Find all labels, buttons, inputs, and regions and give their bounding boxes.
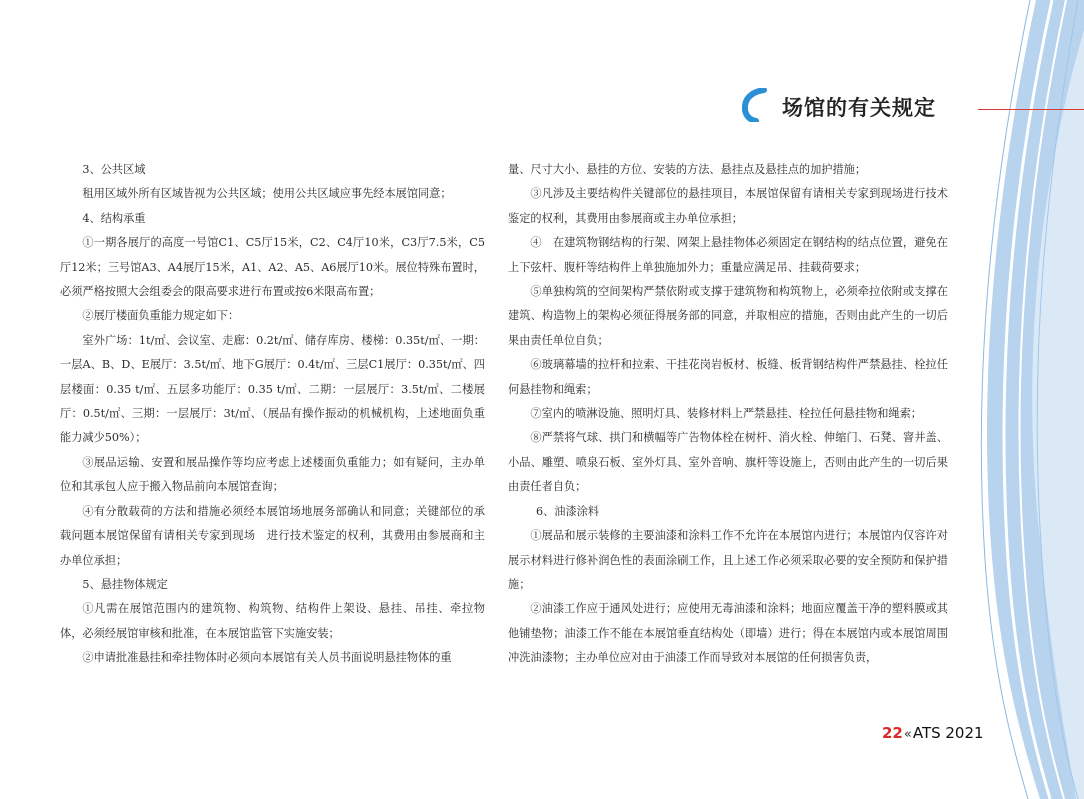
paragraph: 量、尺寸大小、悬挂的方位、安装的方法、悬挂点及悬挂点的加护措施；: [508, 163, 867, 176]
paragraph: 租用区域外所有区域皆视为公共区域；使用公共区域应事先经本展馆同意；: [82, 187, 452, 201]
page-footer: [882, 724, 984, 742]
paragraph: 3、公共区域: [82, 163, 146, 176]
page-title: 场馆的有关规定: [782, 96, 936, 120]
paragraph: ⑧严禁将气球、拱门和横幅等广告物体栓在树杆、消火栓、伸缩门、石凳、窨井盖、小品、雕塑、喷泉石板、室外灯具、室外音响、旗杆等设施上，否则由此产生的一切后果由责任者自负；: [508, 431, 948, 494]
right-text-column: [508, 158, 948, 671]
paragraph: ②申请批准悬挂和牵挂物体时必须向本展馆有关人员书面说明悬挂物体的重: [82, 651, 452, 665]
paragraph: ②展厅楼面负重能力规定如下：: [82, 309, 240, 323]
paragraph: ⑤单独构筑的空间架构严禁依附或支撑于建筑物和构筑物上，必须牵拉依附或支撑在建筑、构造物上的架构必须征得展务部的同意，并取相应的措施，否则由此产生的一切后果由责任单位自负；: [508, 285, 948, 347]
paragraph: ①一期各展厅的高度一号馆C1、C5厅15米，C2、C4厅10米，C3厅7.5米，C5厅12米；三号馆A3、A4展厅15米，A1、A2、A5、A6展厅10米。展位特殊布置时，必须严格按照大会组委会的限高要求进行布置或按6米限高布置；: [60, 236, 485, 299]
section-header: [742, 86, 1084, 130]
paragraph: ①凡需在展馆范围内的建筑物、构筑物、结构件上架设、悬挂、吊挂、牵拉物体，必须经展馆审核和批准，在本展馆监管下实施安装；: [60, 602, 485, 640]
footer-brand: ATS 2021: [912, 724, 984, 742]
paragraph: 5、悬挂物体规定: [82, 577, 168, 591]
left-text-column: [60, 158, 485, 671]
paragraph: ④有分散载荷的方法和措施必须经本展馆场地展务部确认和同意；关键部位的承载问题本展馆保留有请相关专家到现场 进行技术鉴定的权利，其费用由参展商和主办单位承担；: [60, 504, 485, 567]
paragraph: ③凡涉及主要结构件关键部位的悬挂项目，本展馆保留有请相关专家到现场进行技术鉴定的权利，其费用由参展商或主办单位承担；: [508, 187, 948, 225]
paragraph: 6、油漆涂料: [536, 504, 600, 518]
page-number: 22: [882, 724, 903, 742]
paragraph: ⑥玻璃幕墙的拉杆和拉索、干挂花岗岩板材、板缝、板背钢结构件严禁悬挂、栓拉任何悬挂物和绳索；: [508, 358, 948, 396]
paragraph: ②油漆工作应于通风处进行；应使用无毒油漆和涂料；地面应覆盖干净的塑料膜或其他铺垫物；油漆工作不能在本展馆垂直结构处（即墙）进行；得在本展馆内或本展馆周围冲洗油漆物；主办单位应对由于油漆工作而导致对本展馆的任何损害负责，: [508, 602, 948, 665]
header-red-rule: [978, 109, 1084, 110]
paragraph: ③展品运输、安置和展品操作等均应考虑上述楼面负重能力；如有疑问，主办单位和其承包人应于搬入物品前向本展馆查询；: [60, 455, 485, 494]
blue-arc-icon: [742, 88, 768, 122]
paragraph: ⑦室内的喷淋设施、照明灯具、装修材料上严禁悬挂、栓拉任何悬挂物和绳索；: [530, 407, 922, 421]
paragraph: 4、结构承重: [82, 211, 146, 225]
paragraph: ④ 在建筑物钢结构的行架、网架上悬挂物体必须固定在钢结构的结点位置，避免在上下弦杆、腹杆等结构件上单独施加外力；重量应满足吊、挂载荷要求；: [508, 236, 948, 274]
paragraph: 室外广场：1t/㎡、会议室、走廊：0.2t/㎡、储存库房、楼梯：0.35t/㎡、一期：一层A、B、D、E展厅：3.5t/㎡、地下G展厅：0.4t/㎡、三层C1展厅：0.35t/㎡、四层楼面：0.35 t/㎡、五层多功能厅：0.35 t/㎡、二期：一层展厅：3.5t/㎡、二楼展厅：0.5t/㎡、三期：一层展厅：3t/㎡、（展品有操作振动的机械机构，上述地面负重能力减少50%）；: [60, 333, 485, 445]
chevron-left-icon: «: [903, 727, 912, 742]
paragraph: ①展品和展示装修的主要油漆和涂料工作不允许在本展馆内进行；本展馆内仅容许对展示材料进行修补润色性的表面涂刷工作，且上述工作必须采取必要的安全预防和保护措施；: [508, 529, 948, 591]
